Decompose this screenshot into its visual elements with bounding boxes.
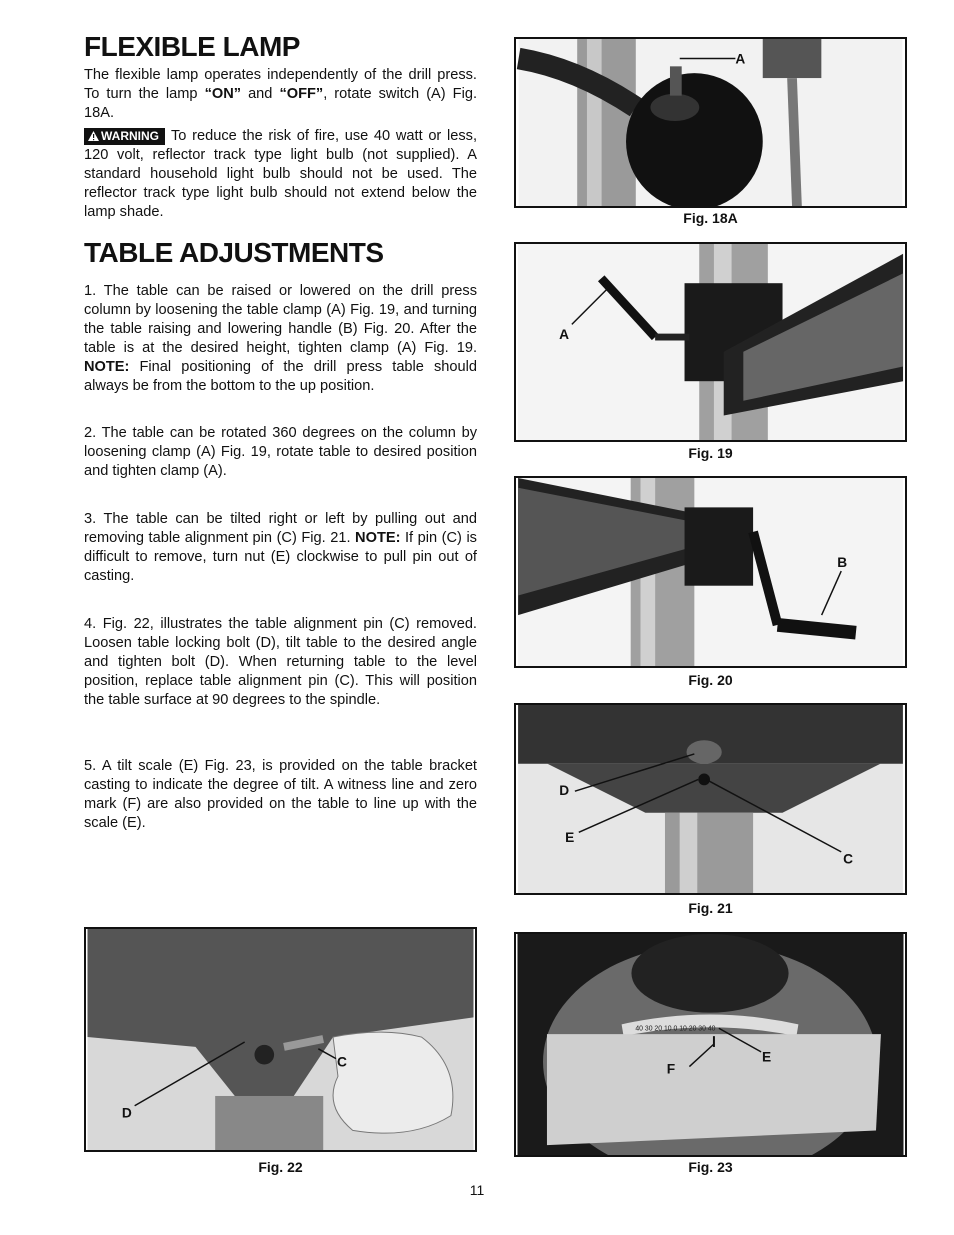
step-2 <box>84 424 477 481</box>
figure-21 <box>514 703 907 895</box>
step-4 <box>84 615 477 710</box>
table-clamp-photo <box>516 244 905 440</box>
section-title-flexible-lamp: FLEXIBLE LAMP <box>84 31 300 62</box>
step-2-text: 2. The table can be rotated 360 degrees on the column by loosening clamp (A) Fig. 19, rotate table to desired position and tighten clamp (A). <box>84 425 477 479</box>
figure-20 <box>514 476 907 668</box>
fig18a-label-a: A <box>735 51 746 67</box>
figure-18a <box>514 37 907 208</box>
warning-text: To reduce the risk of fire, use 40 watt or less, 120 volt, reflector track type light bulb (not supplied). A standard household light bulb should not be used. The reflector track type light bulb should not extend below the lamp shade. <box>84 128 477 220</box>
step-3 <box>84 510 477 586</box>
step-3-text: 3. The table can be tilted right or left by pulling out and removing table alignment pin (C) Fig. 21. <box>84 511 477 546</box>
warning-paragraph <box>84 127 477 222</box>
step-1-text-b: Final positioning of the drill press table should always be from the bottom to the up position. <box>84 359 477 394</box>
step-5 <box>84 757 477 833</box>
step-3-text-b: If pin (C) is difficult to remove, turn nut (E) clockwise to pull pin out of casting. <box>84 530 477 584</box>
intro-text-b: , rotate switch (A) Fig. 18A. <box>84 86 477 121</box>
fig19-label-a: A <box>559 327 570 343</box>
and-text: and <box>241 86 280 102</box>
alignment-pin-photo <box>516 705 905 893</box>
figure-23 <box>514 932 907 1157</box>
fig21-label-d: D <box>559 783 570 799</box>
on-label: “ON” <box>204 86 242 102</box>
fig20-caption: Fig. 20 <box>688 672 733 688</box>
fig20-label-b: B <box>837 555 848 571</box>
fig21-label-e: E <box>565 830 575 846</box>
fig22-label-c: C <box>336 1054 347 1070</box>
step-1-note: NOTE: <box>84 359 130 375</box>
page-number: 11 <box>469 1182 485 1198</box>
figure-22 <box>84 927 477 1152</box>
fig18a-caption: Fig. 18A <box>683 210 738 226</box>
step-4-text: 4. Fig. 22, illustrates the table alignment pin (C) removed. Loosen table locking bolt (D), tilt table to the desired angle and tighten bolt (D). When returning table to the level position, replace table alignment pin (C). This will position the table surface at 90 degrees to the spindle. <box>84 616 477 708</box>
fig21-caption: Fig. 21 <box>688 900 733 916</box>
fig21-label-c: C <box>843 851 854 867</box>
table-handle-photo <box>516 478 905 666</box>
fig22-caption: Fig. 22 <box>258 1159 303 1175</box>
figure-19 <box>514 242 907 442</box>
step-1 <box>84 282 477 396</box>
tilt-scale-photo <box>516 934 905 1155</box>
step-1-text: 1. The table can be raised or lowered on the drill press column by loosening the table clamp (A) Fig. 19, and turning the table raising and lowering handle (B) Fig. 20. After the table is at the desired height, tighten clamp (A) Fig. 19. <box>84 283 477 356</box>
warning-badge <box>84 128 165 145</box>
warning-badge-text: WARNING <box>101 129 159 143</box>
lamp-photo <box>516 39 905 206</box>
fig23-caption: Fig. 23 <box>688 1159 733 1175</box>
step-5-text: 5. A tilt scale (E) Fig. 23, is provided on the table bracket casting to indicate the degree of tilt. A witness line and zero mark (F) are also provided on the table to line up with the scale (E). <box>84 758 477 831</box>
fig23-label-f: F <box>666 1061 676 1077</box>
intro-text-a: The flexible lamp operates independently of the drill press. To turn the lamp <box>84 67 477 102</box>
warning-triangle-icon <box>88 131 99 141</box>
step-3-note: NOTE: <box>355 530 401 546</box>
flexible-lamp-intro <box>84 66 477 123</box>
fig19-caption: Fig. 19 <box>688 445 733 461</box>
fig22-label-d: D <box>121 1105 132 1121</box>
pin-removed-photo <box>86 929 475 1150</box>
fig23-label-e: E <box>762 1049 772 1065</box>
fig23-scale-text: 40 30 20 10 0 10 20 30 40 <box>635 1025 716 1033</box>
section-title-table-adjustments: TABLE ADJUSTMENTS <box>84 237 384 268</box>
off-label: “OFF” <box>279 86 324 102</box>
